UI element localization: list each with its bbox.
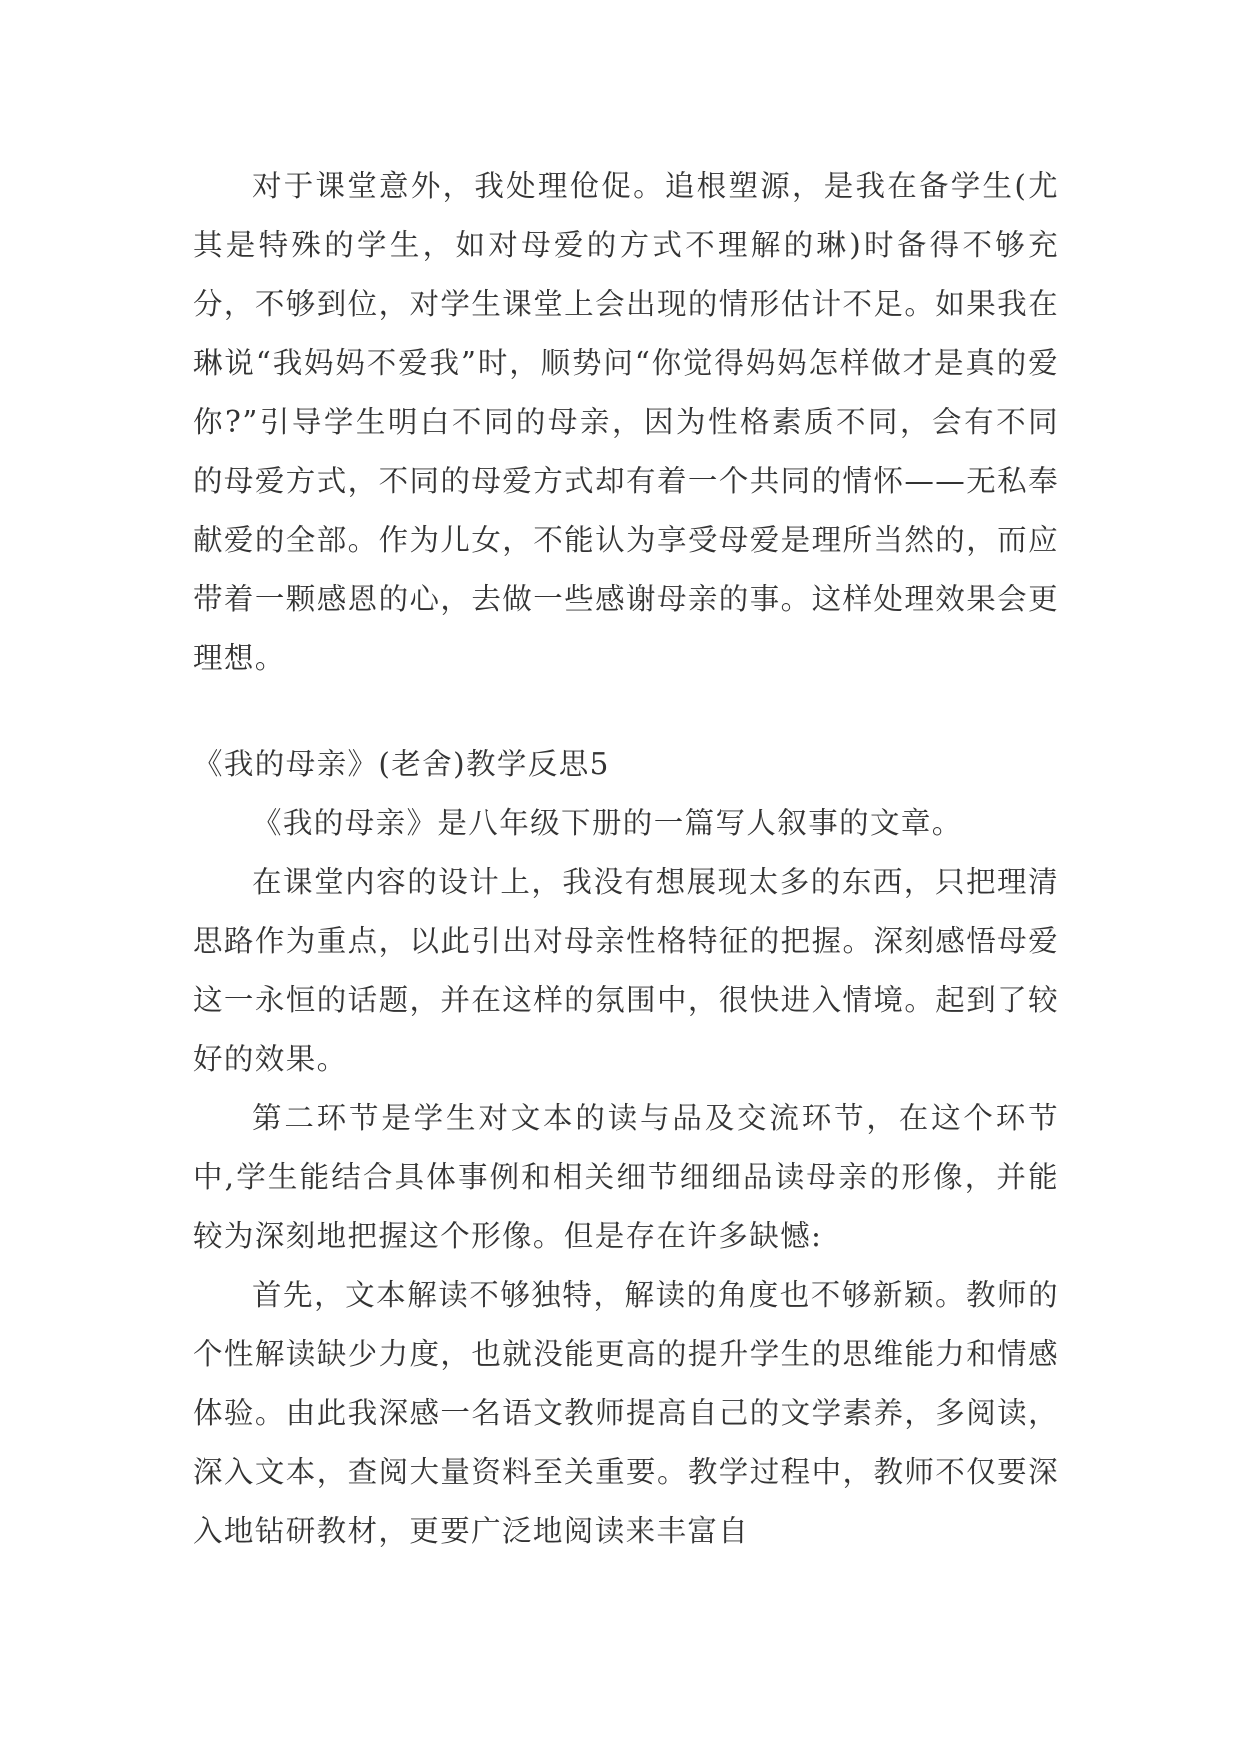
text-block-top xyxy=(193,157,1059,688)
section-heading: 《我的母亲》(老舍)教学反思5 xyxy=(193,747,610,781)
body-paragraph: 首先，文本解读不够独特，解读的角度也不够新颖。教师的个性解读缺少力度，也就没能更高的提升学生的思维能力和情感体验。由此我深感一名语文教师提高自己的文学素养，多阅读，深入文本，查阅大量资料至关重要。教学过程中，教师不仅要深入地钻研教材，更要广泛地阅读来丰富自 xyxy=(193,1278,1059,1548)
body-paragraph: 在课堂内容的设计上，我没有想展现太多的东西，只把理清思路作为重点，以此引出对母亲性格特征的把握。深刻感悟母爱这一永恒的话题，并在这样的氛围中，很快进入情境。起到了较好的效果。 xyxy=(193,865,1059,1076)
body-paragraph: 对于课堂意外，我处理伧促。追根塑源，是我在备学生(尤其是特殊的学生，如对母爱的方式不理解的琳)时备得不够充分，不够到位，对学生课堂上会出现的情形估计不足。如果我在琳说“我妈妈不爱我”时，顺势问“你觉得妈妈怎样做才是真的爱你?”引导学生明白不同的母亲，因为性格素质不同，会有不同的母爱方式，不同的母爱方式却有着一个共同的情怀——无私奉献爱的全部。作为儿女，不能认为享受母爱是理所当然的，而应带着一颗感恩的心，去做一些感谢母亲的事。这样处理效果会更理想。 xyxy=(193,169,1059,675)
body-paragraph: 《我的母亲》是八年级下册的一篇写人叙事的文章。 xyxy=(252,806,963,840)
text-block-section xyxy=(193,735,1059,1561)
body-paragraph: 第二环节是学生对文本的读与品及交流环节，在这个环节中,学生能结合具体事例和相关细节细细品读母亲的形像，并能较为深刻地把握这个形像。但是存在许多缺憾: xyxy=(193,1101,1059,1253)
